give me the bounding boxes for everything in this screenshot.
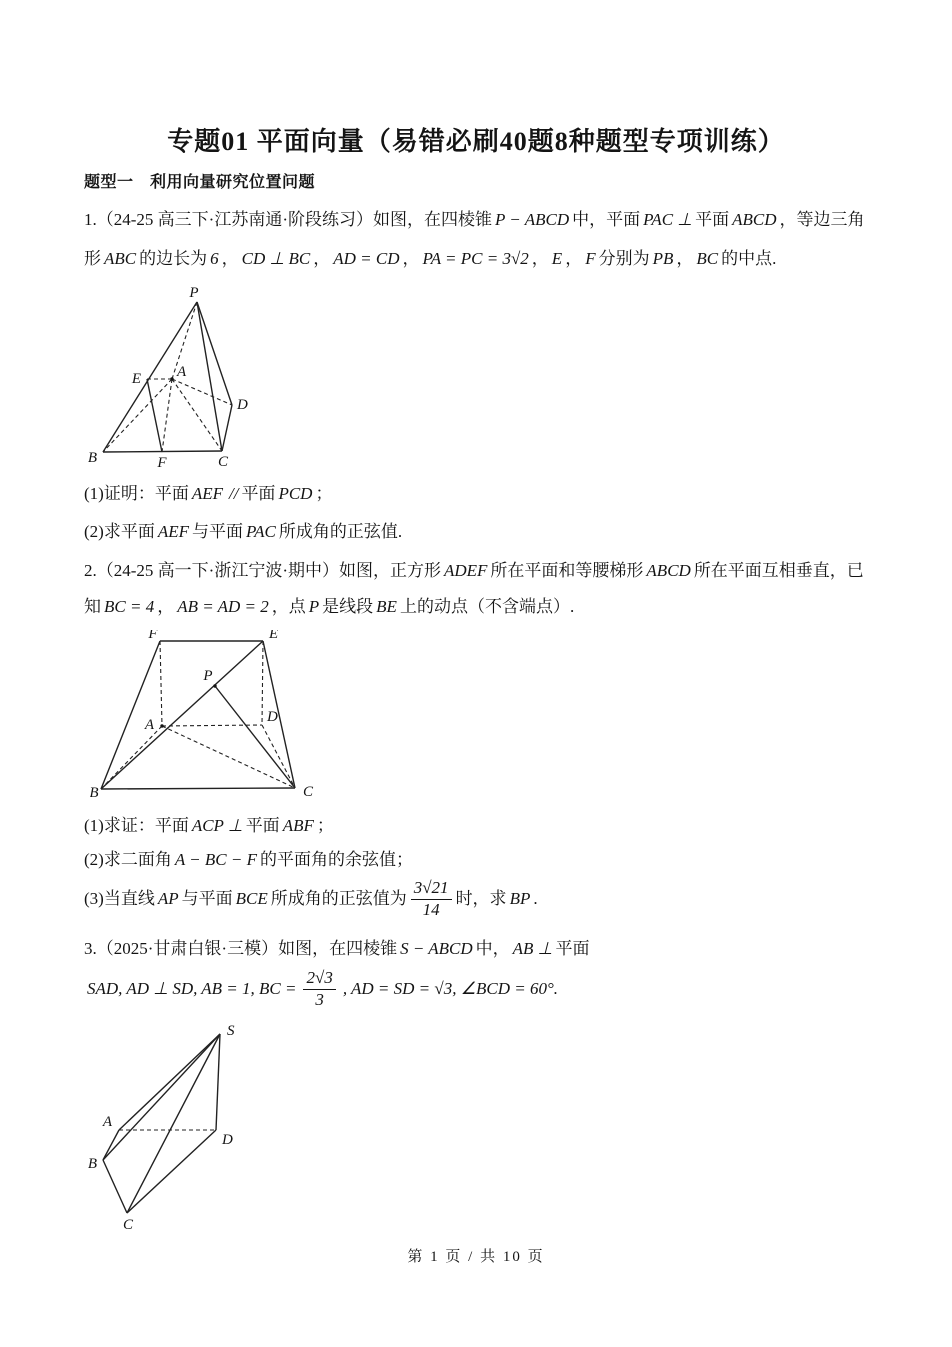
text-run: 所成角的正弦值为 [270, 888, 407, 908]
fig2-edge-dc [262, 725, 295, 788]
text-run: ，等边三角 [779, 210, 865, 229]
math-run: BE [376, 597, 397, 616]
text-run: ， [565, 249, 583, 268]
text-run: (1)证明：平面 [84, 484, 189, 503]
text-run: ，点 [271, 597, 306, 616]
math-run: BC [696, 249, 719, 268]
fig2-edge-bc [101, 788, 295, 789]
fig2-label-b: B [90, 785, 99, 801]
math-run: ABC [104, 249, 137, 268]
text-run: ， [221, 249, 239, 268]
text-run: (2)求二面角 [84, 850, 172, 869]
text-run: 与平面 [181, 888, 233, 908]
fig3-edge-sd [216, 1034, 220, 1130]
math-run: PB [652, 249, 674, 268]
problem1-part1 [84, 483, 884, 506]
fig3-label-b: B [87, 1156, 97, 1172]
math-run: AB = AD = 2 [177, 597, 269, 616]
fig1-label-f: F [157, 455, 167, 471]
fig3-edge-bc [103, 1160, 127, 1213]
fig3-edge-cd [127, 1130, 216, 1213]
math-run: ABCD [646, 561, 691, 580]
figure3-pyramid-sabcd [85, 1022, 250, 1240]
text-run: 分别为 [598, 249, 650, 268]
fraction [411, 878, 452, 920]
math-run: P [308, 597, 320, 616]
text-run: (2)求平面 [84, 522, 155, 541]
math-run: AB ⊥ [512, 939, 553, 958]
fig1-point-a-dot [170, 377, 173, 380]
fig2-label-p: P [203, 668, 213, 684]
problem1-statement-line2 [84, 248, 884, 271]
text-run: . [533, 888, 538, 908]
text-run: 平面 [241, 484, 276, 503]
math-run: PCD [278, 484, 313, 503]
math-run: S − ABCD [400, 939, 473, 958]
math-run: ABCD [732, 210, 777, 229]
text-run: 平面 [245, 816, 280, 835]
text-run: ； [315, 484, 333, 503]
math-run: PAC [245, 522, 276, 541]
problem2-statement-line2 [84, 596, 884, 619]
section-heading: 题型一 利用向量研究位置问题 [84, 174, 316, 191]
text-run: 2.（24-25 高一下·浙江宁波·期中）如图，正方形 [84, 561, 441, 580]
figure3-svg [85, 1022, 250, 1235]
fig1-label-p: P [189, 285, 199, 301]
math-run: SAD, AD ⊥ SD, AB = 1, BC = [87, 978, 297, 998]
math-run: ABF [282, 816, 314, 835]
text-run: 中，平面 [572, 210, 641, 229]
fig1-edge-dc [222, 405, 232, 451]
math-run: // [228, 484, 239, 503]
math-run: ACP ⊥ [191, 816, 243, 835]
math-run: AP [157, 888, 179, 908]
text-run: 时，求 [455, 888, 507, 908]
math-run: PA = PC = 3√2 [422, 249, 529, 268]
figure1-svg [85, 285, 260, 480]
fig1-label-b: B [87, 450, 97, 466]
text-run: ； [316, 816, 334, 835]
problem3-statement-line1 [84, 938, 884, 961]
math-run: AEF [191, 484, 223, 503]
fig1-edge-pc [197, 302, 222, 451]
figure2-svg [90, 630, 320, 805]
math-run: PAC ⊥ [643, 210, 693, 229]
text-run: 3.（2025·甘肃白银·三模）如图，在四棱锥 [84, 939, 398, 958]
fraction [303, 968, 335, 1010]
fig1-label-c: C [217, 454, 229, 470]
problem2-part1 [84, 815, 884, 838]
math-run: AD = CD [333, 249, 400, 268]
fig1-edge-ab [103, 379, 172, 452]
text-run: 的平面角的余弦值； [259, 850, 413, 869]
fig2-edge-ed [262, 641, 263, 725]
problem1-part2 [84, 521, 884, 544]
math-run: P − ABCD [494, 210, 570, 229]
fig3-edge-sb [103, 1034, 220, 1160]
text-run: (3)当直线 [84, 888, 155, 908]
fig2-edge-be [101, 641, 263, 789]
fig1-label-a: A [177, 364, 187, 380]
fig2-edge-ab [101, 726, 162, 789]
math-run: E [551, 249, 563, 268]
fig3-edge-sa [119, 1034, 220, 1130]
fraction-denominator: 3 [315, 989, 324, 1009]
text-run: 所成角的正弦值. [278, 522, 403, 541]
fig1-label-e: E [131, 371, 141, 387]
fig2-point-a-dot [160, 724, 163, 727]
fig3-label-s: S [227, 1023, 235, 1039]
text-run: 的边长为 [139, 249, 208, 268]
math-run: 6 [210, 249, 219, 268]
fig2-label-d: D [267, 709, 278, 725]
math-run: BP [509, 888, 531, 908]
math-run: AEF [157, 522, 189, 541]
math-run: A − BC − F [174, 850, 257, 869]
fig1-edge-af [162, 379, 172, 452]
fig3-label-c: C [122, 1217, 134, 1233]
text-run: 与平面 [191, 522, 243, 541]
text-run: ， [531, 249, 549, 268]
text-run: 平面 [695, 210, 730, 229]
fig1-edge-ac [172, 379, 222, 451]
problem1-statement-line1 [84, 209, 884, 232]
math-run: BCE [235, 888, 268, 908]
text-run: 中， [475, 939, 510, 958]
fig2-edge-pc [215, 686, 295, 788]
fig1-edge-pd [197, 302, 232, 405]
math-run: ADEF [443, 561, 488, 580]
fig3-label-d: D [222, 1132, 233, 1148]
text-run: ， [157, 597, 175, 616]
fig2-label-f: F [148, 630, 158, 642]
fig2-point-p-dot [213, 684, 216, 687]
fig1-edge-ef [147, 379, 162, 452]
text-run: 的中点. [721, 249, 777, 268]
problem3-statement-line2 [84, 963, 884, 1015]
problem2-part3 [84, 873, 884, 925]
math-run: CD ⊥ BC [241, 249, 311, 268]
fig3-edge-sc [127, 1034, 220, 1213]
text-run: (1)求证：平面 [84, 816, 189, 835]
fig2-edge-ac [162, 726, 295, 788]
text-run: 是线段 [322, 597, 374, 616]
problem2-statement-line1 [84, 560, 884, 583]
math-run: , AD = SD = √3, ∠BCD = 60°. [342, 978, 558, 998]
text-run: 上的动点（不含端点）. [399, 597, 575, 616]
figure2-trapezoid-square [90, 630, 320, 810]
text-run: ， [313, 249, 331, 268]
text-run: 平面 [555, 939, 590, 958]
fraction-numerator: 2√3 [303, 968, 335, 989]
text-run: 所在平面和等腰梯形 [490, 561, 644, 580]
fraction-denominator: 14 [422, 899, 440, 919]
page-number-footer: 第 1 页 / 共 10 页 [407, 1249, 545, 1265]
figure1-pyramid-pabcd [85, 285, 260, 485]
text-run: ， [676, 249, 694, 268]
page-title: 专题01 平面向量（易错必刷40题8种题型专项训练） [167, 127, 785, 156]
fig2-edge-fa [160, 641, 162, 726]
fig2-label-c: C [303, 784, 314, 800]
fig2-edge-fb [101, 641, 160, 789]
text-run: 1.（24-25 高三下·江苏南通·阶段练习）如图，在四棱锥 [84, 210, 492, 229]
fig2-label-e: E [269, 630, 279, 642]
text-run: 形 [84, 249, 101, 268]
fig2-label-a: A [144, 717, 154, 733]
text-run: 所在平面互相垂直，已 [693, 561, 864, 580]
fig1-label-d: D [237, 397, 248, 413]
math-run: F [585, 249, 596, 268]
fraction-numerator: 3√21 [411, 878, 452, 899]
fig3-label-a: A [102, 1114, 112, 1130]
text-run: 知 [84, 597, 101, 616]
math-run: BC = 4 [104, 597, 155, 616]
problem2-part2 [84, 849, 884, 872]
text-run: ， [402, 249, 420, 268]
